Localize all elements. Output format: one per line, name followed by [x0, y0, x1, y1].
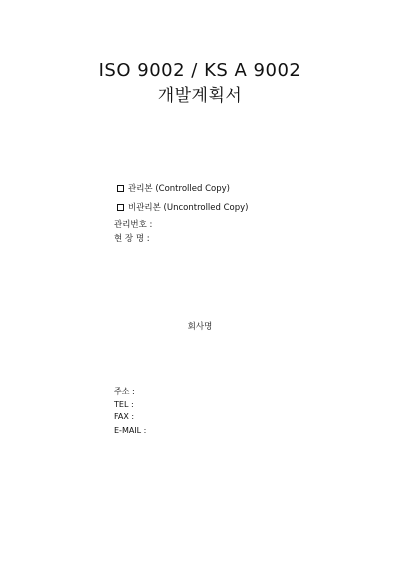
document-title: ISO 9002 / KS A 9002	[98, 60, 302, 81]
document-subtitle: 개발계획서	[157, 86, 243, 106]
uncontrolled-copy-label: 비관리본 (Uncontrolled Copy)	[128, 203, 249, 213]
address-label: 주소 :	[114, 387, 135, 396]
uncontrolled-copy-checkbox[interactable]	[117, 204, 124, 211]
tel-label: TEL :	[114, 400, 134, 409]
control-number-label: 관리번호 :	[114, 220, 153, 230]
controlled-copy-option	[117, 182, 230, 194]
controlled-copy-label: 관리본 (Controlled Copy)	[128, 184, 230, 194]
company-name-label: 회사명	[187, 322, 213, 332]
fax-label: FAX :	[114, 412, 135, 421]
holder-label: 현 장 명 :	[114, 234, 150, 244]
email-label: E-MAIL :	[114, 426, 147, 435]
controlled-copy-checkbox[interactable]	[117, 185, 124, 192]
uncontrolled-copy-option	[117, 201, 249, 213]
